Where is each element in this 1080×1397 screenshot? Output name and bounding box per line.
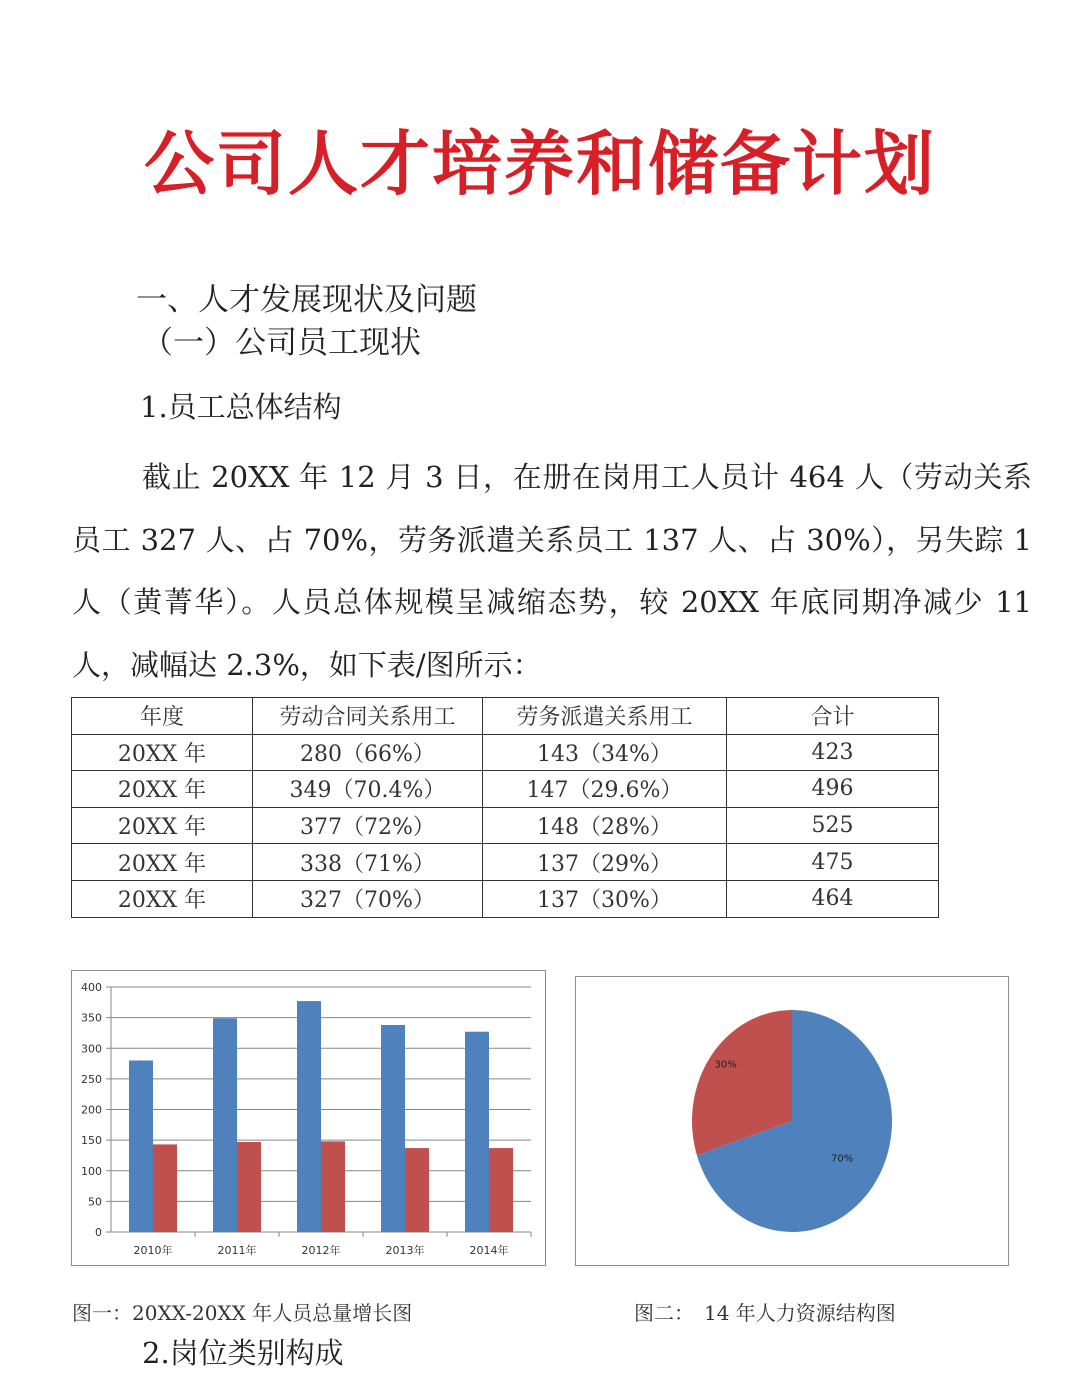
table-cell: 377（72%） [253, 807, 483, 844]
y-tick-label: 50 [88, 1195, 102, 1209]
table-cell: 137（29%） [483, 844, 727, 881]
table-cell: 496 [727, 771, 939, 808]
table-row [72, 734, 939, 771]
table-cell: 20XX 年 [72, 880, 253, 917]
table-cell: 475 [727, 844, 939, 881]
table-row [72, 844, 939, 881]
table-row [72, 807, 939, 844]
bar-contract [213, 1018, 237, 1232]
table-cell: 137（30%） [483, 880, 727, 917]
bar-dispatch [321, 1141, 345, 1232]
document-title: 公司人才培养和储备计划 [144, 123, 936, 205]
y-tick-label: 100 [81, 1164, 102, 1178]
table-cell: 20XX 年 [72, 807, 253, 844]
table-cell: 20XX 年 [72, 734, 253, 771]
table-cell: 20XX 年 [72, 771, 253, 808]
figure-2-caption: 图二： 14 年人力资源结构图 [634, 1301, 896, 1325]
table-row [72, 771, 939, 808]
table-cell: 525 [727, 807, 939, 844]
bar-contract [381, 1025, 405, 1232]
table-cell: 147（29.6%） [483, 771, 727, 808]
bar-chart [72, 971, 545, 1265]
bar-dispatch [405, 1148, 429, 1232]
table-cell: 20XX 年 [72, 844, 253, 881]
section-heading-1: 一、人才发展现状及问题 [136, 282, 477, 318]
bar-dispatch [237, 1142, 261, 1232]
table-cell: 423 [727, 734, 939, 771]
table-cell: 148（28%） [483, 807, 727, 844]
section-heading-1-1: （一）公司员工现状 [142, 325, 421, 361]
staff-table [71, 697, 939, 918]
pie-slice-label: 70% [831, 1153, 854, 1165]
bar-dispatch [153, 1144, 177, 1232]
table-header-cell: 劳动合同关系用工 [253, 698, 483, 735]
y-tick-label: 350 [81, 1011, 102, 1025]
body-paragraph: 截止 20XX 年 12 月 3 日，在册在岗用工人员计 464 人（劳动关系员工 327 人、占 70%，劳务派遣关系员工 137 人、占 30%），另失踪 1 人（黄菁华）。人员总体规模呈减缩态势，较 20XX 年底同期净减少 11 人，减幅达 2.3%，如下表/图所示： [72, 460, 1032, 682]
pie-chart [576, 977, 1008, 1265]
figure-1-caption: 图一：20XX-20XX 年人员总量增长图 [72, 1301, 413, 1325]
table-cell: 338（71%） [253, 844, 483, 881]
table-row [72, 880, 939, 917]
y-tick-label: 200 [81, 1103, 102, 1117]
table-header-row [72, 698, 939, 735]
pie-slice-label: 30% [714, 1059, 737, 1071]
table-header-cell: 合计 [727, 698, 939, 735]
x-tick-label: 2012年 [301, 1244, 341, 1257]
bar-contract [465, 1032, 489, 1232]
y-tick-label: 250 [81, 1072, 102, 1086]
table-cell: 143（34%） [483, 734, 727, 771]
bar-contract [129, 1061, 153, 1233]
subsection-heading-positions: 2.岗位类别构成 [142, 1336, 344, 1370]
table-cell: 327（70%） [253, 880, 483, 917]
bar-chart-frame [71, 970, 546, 1266]
x-tick-label: 2014年 [469, 1244, 509, 1257]
table-header-cell: 劳务派遣关系用工 [483, 698, 727, 735]
bar-contract [297, 1001, 321, 1232]
table-cell: 280（66%） [253, 734, 483, 771]
pie-chart-frame [575, 976, 1009, 1266]
table-header-cell: 年度 [72, 698, 253, 735]
table-cell: 349（70.4%） [253, 771, 483, 808]
x-tick-label: 2010年 [133, 1244, 173, 1257]
table-cell: 464 [727, 880, 939, 917]
x-tick-label: 2013年 [385, 1244, 425, 1257]
bar-dispatch [489, 1148, 513, 1232]
x-tick-label: 2011年 [217, 1244, 257, 1257]
y-tick-label: 300 [81, 1042, 102, 1056]
y-tick-label: 400 [81, 981, 102, 994]
y-tick-label: 150 [81, 1134, 102, 1148]
y-tick-label: 0 [95, 1226, 102, 1239]
subsection-heading-structure: 1.员工总体结构 [140, 390, 342, 424]
